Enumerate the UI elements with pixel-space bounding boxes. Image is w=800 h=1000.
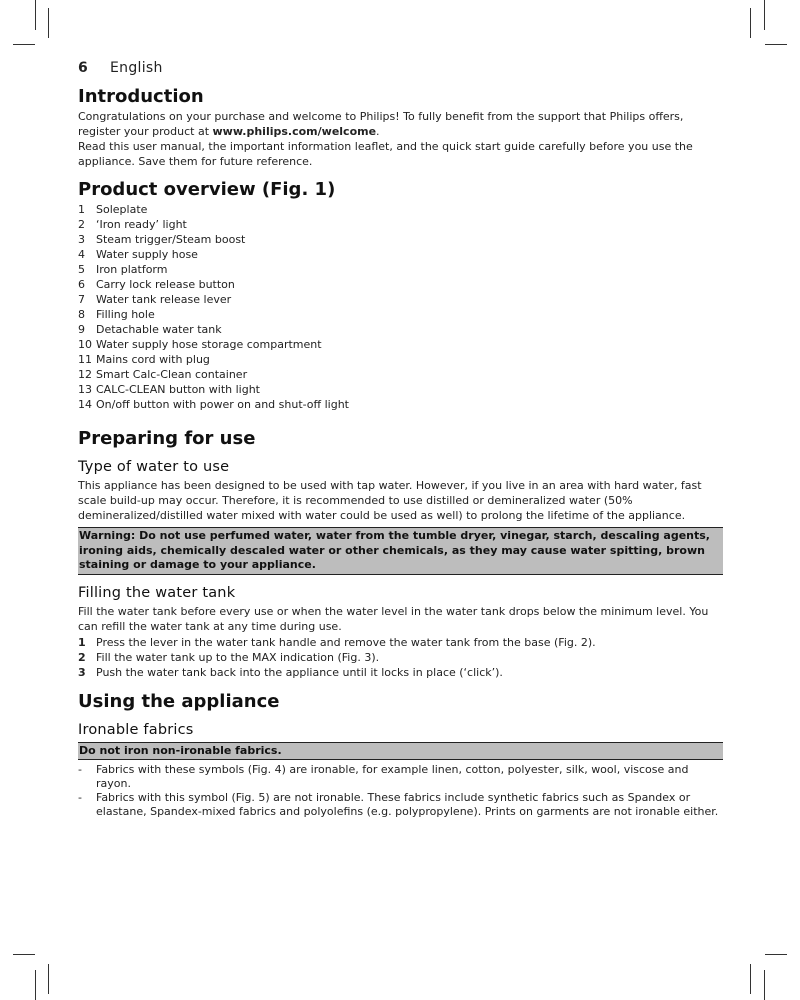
ironable-bullet-text: Fabrics with these symbols (Fig. 4) are ironable, for example linen, cotton, polyester, silk, wool, viscose and rayon. <box>96 763 689 790</box>
overview-item <box>78 232 723 247</box>
overview-item <box>78 202 723 217</box>
overview-item-number: 10 <box>78 338 92 351</box>
overview-item-number: 1 <box>78 203 85 216</box>
overview-item-number: 2 <box>78 218 85 231</box>
crop-mark <box>13 954 35 955</box>
filling-step-number: 3 <box>78 665 86 679</box>
subsection-title-filling: Filling the water tank <box>78 584 236 601</box>
overview-item <box>78 322 723 337</box>
subsection-title-water-type: Type of water to use <box>78 459 230 475</box>
overview-item-text: Water tank release lever <box>96 293 232 306</box>
ironable-bullet-text: Fabrics with this symbol (Fig. 5) are not ironable. These fabrics include synthetic fabrics such as Spandex or elastane, Spandex-mixed fabrics and polyolefins (e.g. polypropylene). Prints on garments are not ironable either. <box>96 791 719 818</box>
filling-paragraph: Fill the water tank before every use or when the water level in the water tank drops below the minimum level. You can refill the water tank at any time during use. <box>78 604 709 633</box>
overview-item-text: Steam trigger/Steam boost <box>96 233 246 246</box>
ironable-bullet-number: - <box>78 791 82 804</box>
overview-item <box>78 277 723 292</box>
overview-item-text: Water supply hose <box>96 248 198 261</box>
overview-item-text: Mains cord with plug <box>96 353 210 366</box>
overview-item <box>78 292 723 307</box>
overview-item <box>78 397 723 412</box>
overview-item <box>78 367 723 382</box>
product-overview-list <box>78 202 723 412</box>
filling-step-text: Press the lever in the water tank handle and remove the water tank from the base (Fig. 2). <box>96 635 596 649</box>
ironable-bullet-number: - <box>78 763 82 776</box>
overview-item-number: 12 <box>78 368 92 381</box>
filling-step-text: Push the water tank back into the appliance until it locks in place (‘click’). <box>96 665 503 679</box>
language-label: English <box>110 60 163 76</box>
overview-item-number: 8 <box>78 308 85 321</box>
overview-item-number: 13 <box>78 383 92 396</box>
overview-item-text: ‘Iron ready’ light <box>96 218 187 231</box>
crop-mark <box>35 970 36 1000</box>
subsection-title-ironable: Ironable fabrics <box>78 721 194 738</box>
overview-item <box>78 247 723 262</box>
overview-item <box>78 217 723 232</box>
crop-mark <box>750 964 751 994</box>
overview-item-number: 3 <box>78 233 85 246</box>
ironable-bullet-list <box>78 763 723 819</box>
overview-item-text: On/off button with power on and shut-off light <box>96 398 349 411</box>
filling-step <box>78 650 723 665</box>
filling-step-number: 2 <box>78 650 86 664</box>
crop-mark <box>35 0 36 30</box>
crop-mark <box>765 954 787 955</box>
water-type-paragraph: This appliance has been designed to be used with tap water. However, if you live in an area with hard water, fast scale build-up may occur. Therefore, it is recommended to use distilled or demineralized water (50% demineralized/distilled water mixed with water could be used as well) to prolong the lifetime of the appliance. <box>78 479 702 522</box>
ironable-bullet <box>78 791 723 819</box>
filling-step-text: Fill the water tank up to the MAX indication (Fig. 3). <box>96 650 380 664</box>
overview-item <box>78 382 723 397</box>
intro-paragraph-2: Read this user manual, the important information leaflet, and the quick start guide carefully before you use the appliance. Save them for future reference. <box>78 140 693 168</box>
page-number: 6 <box>78 60 89 76</box>
overview-item-number: 14 <box>78 398 92 411</box>
filling-step <box>78 635 723 650</box>
crop-mark <box>764 0 765 30</box>
overview-item-text: Water supply hose storage compartment <box>96 338 322 351</box>
overview-item-text: Smart Calc-Clean container <box>96 368 248 381</box>
overview-item-number: 5 <box>78 263 85 276</box>
overview-item-text: Carry lock release button <box>96 278 235 291</box>
section-title-product-overview: Product overview (Fig. 1) <box>78 179 336 200</box>
ironable-bullet <box>78 763 723 791</box>
overview-item <box>78 337 723 352</box>
crop-mark <box>48 8 49 38</box>
overview-item-text: Iron platform <box>96 263 168 276</box>
crop-mark <box>750 8 751 38</box>
philips-welcome-link[interactable]: www.philips.com/welcome <box>212 125 377 138</box>
crop-mark <box>13 44 35 45</box>
overview-item <box>78 262 723 277</box>
overview-item-text: Filling hole <box>96 308 155 321</box>
overview-item-text: Detachable water tank <box>96 323 222 336</box>
ironable-warning-box: Do not iron non-ironable fabrics. <box>78 742 723 761</box>
filling-step-number: 1 <box>78 635 86 649</box>
warning-box: Warning: Do not use perfumed water, water from the tumble dryer, vinegar, starch, descaling agents, ironing aids, chemically descaled water or other chemicals, as they may cause water spitting, brown staining or damage to your appliance. <box>78 527 723 575</box>
crop-mark <box>48 964 49 994</box>
running-header <box>78 60 723 76</box>
overview-item-number: 9 <box>78 323 85 336</box>
overview-item-text: Soleplate <box>96 203 148 216</box>
filling-step <box>78 665 723 680</box>
crop-mark <box>765 44 787 45</box>
overview-item-number: 11 <box>78 353 92 366</box>
section-title-preparing: Preparing for use <box>78 428 256 449</box>
filling-steps-list <box>78 635 723 680</box>
manual-page <box>78 60 723 819</box>
overview-item-number: 6 <box>78 278 85 291</box>
overview-item-text: CALC-CLEAN button with light <box>96 383 260 396</box>
overview-item-number: 7 <box>78 293 85 306</box>
crop-mark <box>764 970 765 1000</box>
section-title-using: Using the appliance <box>78 690 280 712</box>
section-title-introduction: Introduction <box>78 86 204 107</box>
intro-paragraph: Congratulations on your purchase and welcome to Philips! To fully benefit from the support that Philips offers, register your product at www.philips.com/welcome. <box>78 110 684 138</box>
overview-item <box>78 307 723 322</box>
overview-item <box>78 352 723 367</box>
overview-item-number: 4 <box>78 248 85 261</box>
